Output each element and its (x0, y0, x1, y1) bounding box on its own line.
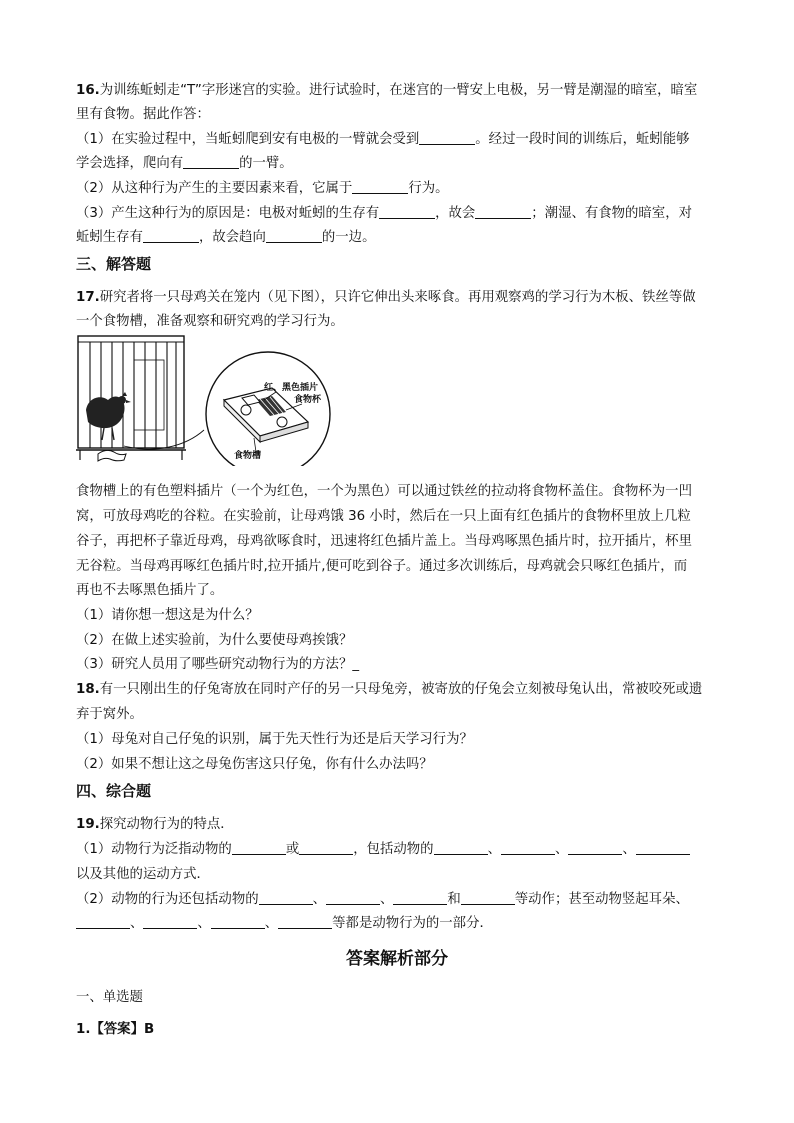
answer-blank (461, 889, 515, 905)
q18-line2: 弃于窝外。 (76, 707, 143, 722)
q19-sub2-line1: （2）动物的行为还包括动物的 、 、 和 等动作；甚至动物竖起耳朵、 (76, 888, 716, 912)
answer-blank (259, 889, 313, 905)
answer-1-value: B (143, 1022, 155, 1037)
answer-blank (636, 839, 690, 855)
q19-sub1-line2: 以及其他的运动方式． (76, 867, 210, 882)
q19-sub1-line1: （1）动物行为泛指动物的 或 ，包括动物的 、 、 、 (76, 838, 716, 862)
hen-cage-figure (76, 334, 338, 466)
answer-blank (183, 153, 239, 169)
q16-sub1-line1: （1）在实验过程中，当蚯蚓爬到安有电极的一臂就会受到 。经过一段时间的训练后，蚯蚓能够 (76, 128, 716, 152)
q17-sub1: （1）请你想一想这是为什么？ (76, 608, 259, 623)
q17-sub3: （3）研究人员用了哪些研究动物行为的方法？_ (76, 657, 360, 672)
answer-blank (211, 913, 265, 929)
answer-blank (419, 129, 475, 145)
q17-line1: 17.研究者将一只母鸡关在笼内（见下图），只许它伸出头来啄食。再用观察鸡的学习行为木板、铁丝等做 (76, 290, 696, 305)
answer-blank (299, 839, 353, 855)
q16-line2: 里有食物。据此作答： (76, 107, 210, 122)
answer-blank (143, 227, 199, 243)
q17-number: 17. (76, 290, 100, 305)
answer-blank (475, 203, 531, 219)
q17-para-line1: 食物槽上的有色塑料插片（一个为红色，一个为黑色）可以通过铁丝的拉动将食物杯盖住。食物杯为一凹 (76, 484, 692, 499)
answer-title: 答案解析部分 (346, 949, 448, 969)
answer-blank (434, 839, 488, 855)
q16-line1: 16.为训练蚯蚓走“T”字形迷宫的实验。进行试验时，在迷宫的一臂安上电极，另一臂是潮湿的暗室，暗室 (76, 83, 698, 98)
answer-section-heading: 一、单选题 (76, 990, 143, 1005)
label-food-cup: 食物杯 (294, 395, 322, 405)
q17-para-line3: 谷子，再把杯子靠近母鸡，母鸡欲啄食时，迅速将红色插片盖上。当母鸡啄黑色插片时，拉开插片，杯里 (76, 534, 692, 549)
q16-number: 16. (76, 83, 100, 98)
answer-blank (143, 913, 197, 929)
section-heading-3: 三、解答题 (76, 255, 152, 273)
q18-sub2: （2）如果不想让这之母兔伤害这只仔兔，你有什么办法吗？ (76, 757, 433, 772)
answer-blank (266, 227, 322, 243)
label-food-trough: 食物槽 (234, 451, 262, 461)
q19-number: 19. (76, 817, 100, 832)
q17-para-line4: 无谷粒。当母鸡再啄红色插片时,拉开插片,便可吃到谷子。通过多次训练后，母鸡就会只啄红色插片，而 (76, 559, 688, 574)
q18-sub1: （1）母兔对自己仔兔的识别，属于先天性行为还是后天学习行为？ (76, 732, 473, 747)
q17-line2: 一个食物槽，准备观察和研究鸡的学习行为。 (76, 314, 344, 329)
q16-sub3-line2: 蚯蚓生存有 ，故会趋向 的一边。 (76, 226, 716, 250)
answer-blank (379, 203, 435, 219)
answer-1: 1.【答案】B (76, 1022, 155, 1037)
q19-sub2-line2: 、 、 、 等都是动物行为的一部分． (76, 912, 716, 936)
q16-sub3-line1: （3）产生这种行为的原因是：电极对蚯蚓的生存有 ，故会 ；潮湿、有食物的暗室，对 (76, 202, 716, 226)
answer-blank (326, 889, 380, 905)
answer-blank (393, 889, 447, 905)
answer-blank (501, 839, 555, 855)
q18-line1: 18.有一只刚出生的仔兔寄放在同时产仔的另一只母兔旁，被寄放的仔兔会立刻被母兔认出，常被咬死或遗 (76, 682, 703, 697)
answer-blank (352, 178, 408, 194)
answer-blank (568, 839, 622, 855)
answer-blank (76, 913, 130, 929)
section-heading-4: 四、综合题 (76, 782, 152, 800)
q17-sub2: （2）在做上述实验前，为什么要使母鸡挨饿？ (76, 633, 353, 648)
q18-number: 18. (76, 682, 100, 697)
answer-blank (232, 839, 286, 855)
q19-line1: 19.探究动物行为的特点． (76, 817, 234, 832)
q17-para-line2: 窝，可放母鸡吃的谷粒。在实验前，让母鸡饿 36 小时，然后在一只上面有红色插片的食物杯里放上几粒 (76, 509, 691, 524)
q17-para-line5: 再也不去啄黑色插片了。 (76, 583, 224, 598)
answer-blank (278, 913, 332, 929)
q16-sub1-line2: 学会选择，爬向有 的一臂。 (76, 152, 716, 176)
q16-sub2: （2）从这种行为产生的主要因素来看，它属于 行为。 (76, 177, 716, 201)
label-plates: 红、黑色插片 (264, 383, 319, 393)
